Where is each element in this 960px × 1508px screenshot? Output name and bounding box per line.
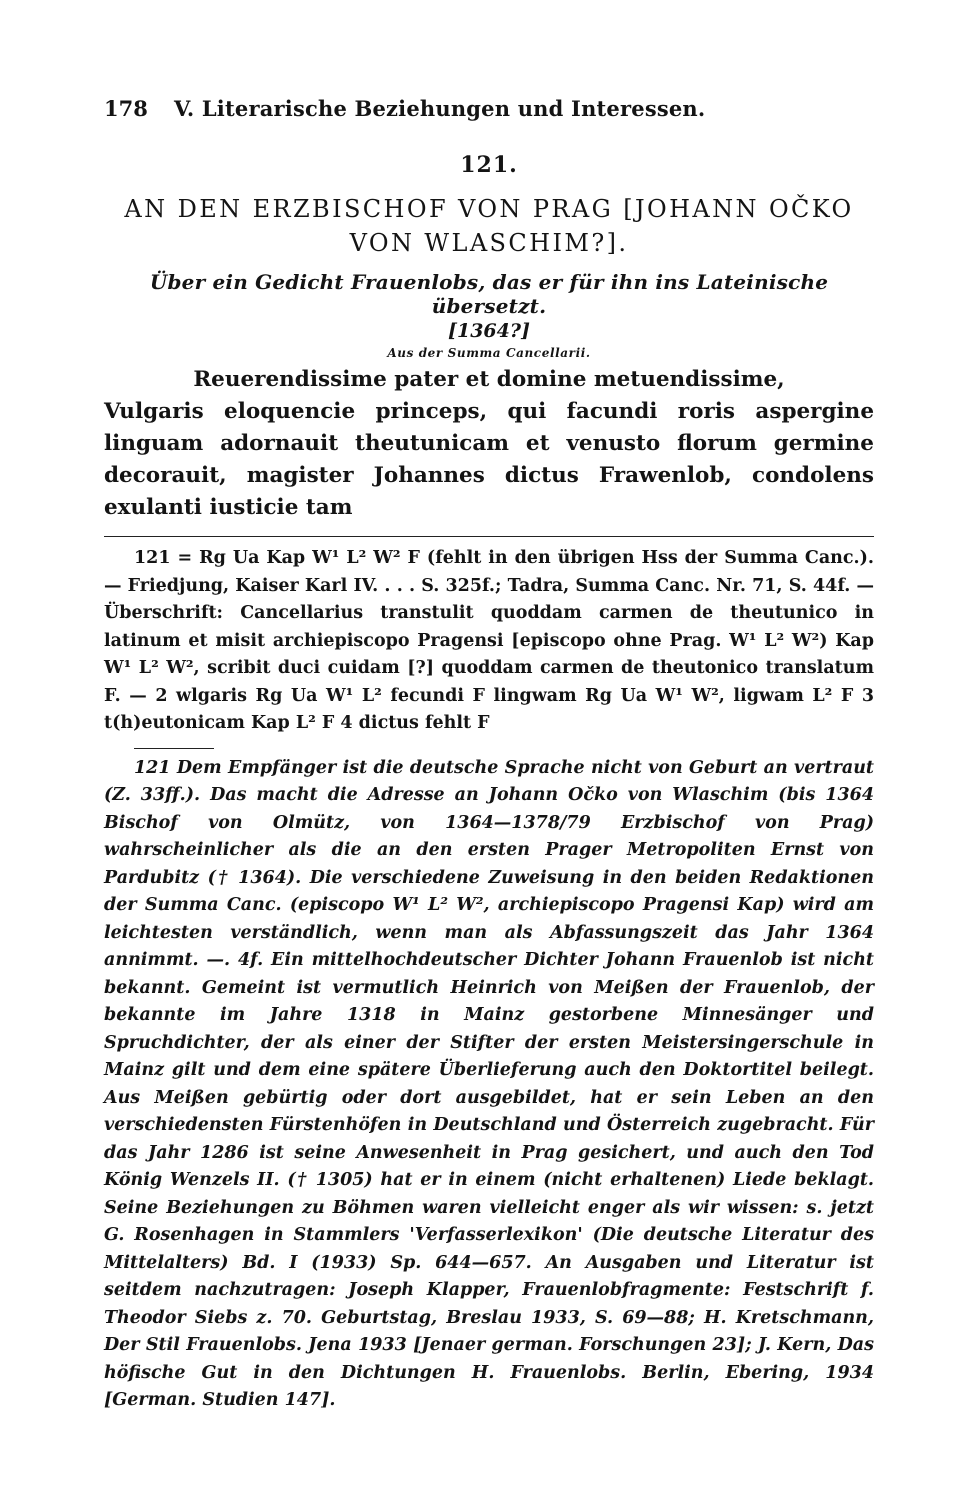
critical-apparatus: 121 = Rg Ua Kap W¹ L² W² F (fehlt in den übrigen Hss der Summa Canc.). — Friedjung, Kaiser Karl IV. . . . S. 325f.; Tadra, Summa Canc. Nr. 71, S. 44f. — Überschrift: Cancellarius transtulit quoddam carmen de theutunico in latinum et misit archiepiscopo Pragensi [episcopo ohne Prag. W¹ L² W²) Kap W¹ L² W², scribit duci cuidam [?] quoddam carmen de theutonico translatum F. — 2 wlgaris Rg Ua W¹ L² fecundi F lingwam Rg Ua W¹ W², ligwam L² F 3 t(h)eutonicam Kap L² F 4 dictus fehlt F [104,548,874,733]
divider-rule [104,536,874,537]
salutation: Reuerendissime pater et domine metuendissime, [193,367,785,392]
letter-body: Vulgaris eloquencie princeps, qui facundi roris aspergine linguam adornauit theutunicam et venusto florum germine decorauit, magister Johannes dictus Frawenlob, condolens exulanti iusticie tam [104,399,874,520]
document-source: Aus der Summa Cancellarii. [387,346,591,360]
page-number: 178 [104,96,148,121]
document-date: [1364?] [448,320,530,342]
document-number: 121. [460,152,518,178]
footnote-rule [134,748,214,749]
document-title: AN DEN ERZBISCHOF VON PRAG [JOHANN OČKO VON WLASCHIM?]. [124,195,854,257]
document-subtitle: Über ein Gedicht Frauenlobs, das er für ihn ins Lateinische übersetzt. [149,270,829,318]
commentary-notes: 121 Dem Empfänger ist die deutsche Sprache nicht von Geburt an vertraut (Z. 33ff.). Das macht die Adresse an Johann Očko von Wlaschim (bis 1364 Bischof von Olmütz, von 1364—1378/79 Erzbischof von Prag) wahrscheinlicher als die an den ersten Prager Metropoliten Ernst von Pardubitz († 1364). Die verschiedene Zuweisung in den beiden Redaktionen der Summa Canc. (episcopo W¹ L² W², archiepiscopo Pragensi Kap) wird am leichtesten verständlich, wenn man als Abfassungszeit das Jahr 1364 annimmt. —. 4f. Ein mittelhochdeutscher Dichter Johann Frauenlob ist nicht bekannt. Gemeint ist vermutlich Heinrich von Meißen der Frauenlob, der bekannte im Jahre 1318 in Mainz gestorbene Minnesänger und Spruchdichter, der als einer der Stifter der ersten Meistersingerschule in Mainz gilt und dem eine spätere Überlieferung auch den Doktortitel beilegt. Aus Meißen gebürtig oder dort ausgebildet, hat er sein Leben an den verschiedensten Fürstenhöfen in Deutschland und Österreich zugebracht. Für das Jahr 1286 ist seine Anwesenheit in Prag gesichert, und auch den Tod König Wenzels II. († 1305) hat er in einem (nicht erhaltenen) Liede beklagt. Seine Beziehungen zu Böhmen waren vielleicht enger als wir wissen: s. jetzt G. Rosenhagen in Stammlers 'Verfasserlexikon' (Die deutsche Literatur des Mittelalters) Bd. I (1933) Sp. 644—657. An Ausgaben und Literatur ist seitdem nachzutragen: Joseph Klapper, Frauenlobfragmente: Festschrift f. Theodor Siebs z. 70. Geburtstag, Breslau 1933, S. 69—88; H. Kretschmann, Der Stil Frauenlobs. Jena 1933 [Jenaer german. Forschungen 23]; J. Kern, Das höfische Gut in den Dichtungen H. Frauenlobs. Berlin, Ebering, 1934 [German. Studien 147]. [104,757,874,1410]
running-head [104,96,874,130]
running-title: V. Literarische Beziehungen und Interessen. [174,96,706,121]
book-page [104,96,874,1415]
letter-text [104,364,874,524]
